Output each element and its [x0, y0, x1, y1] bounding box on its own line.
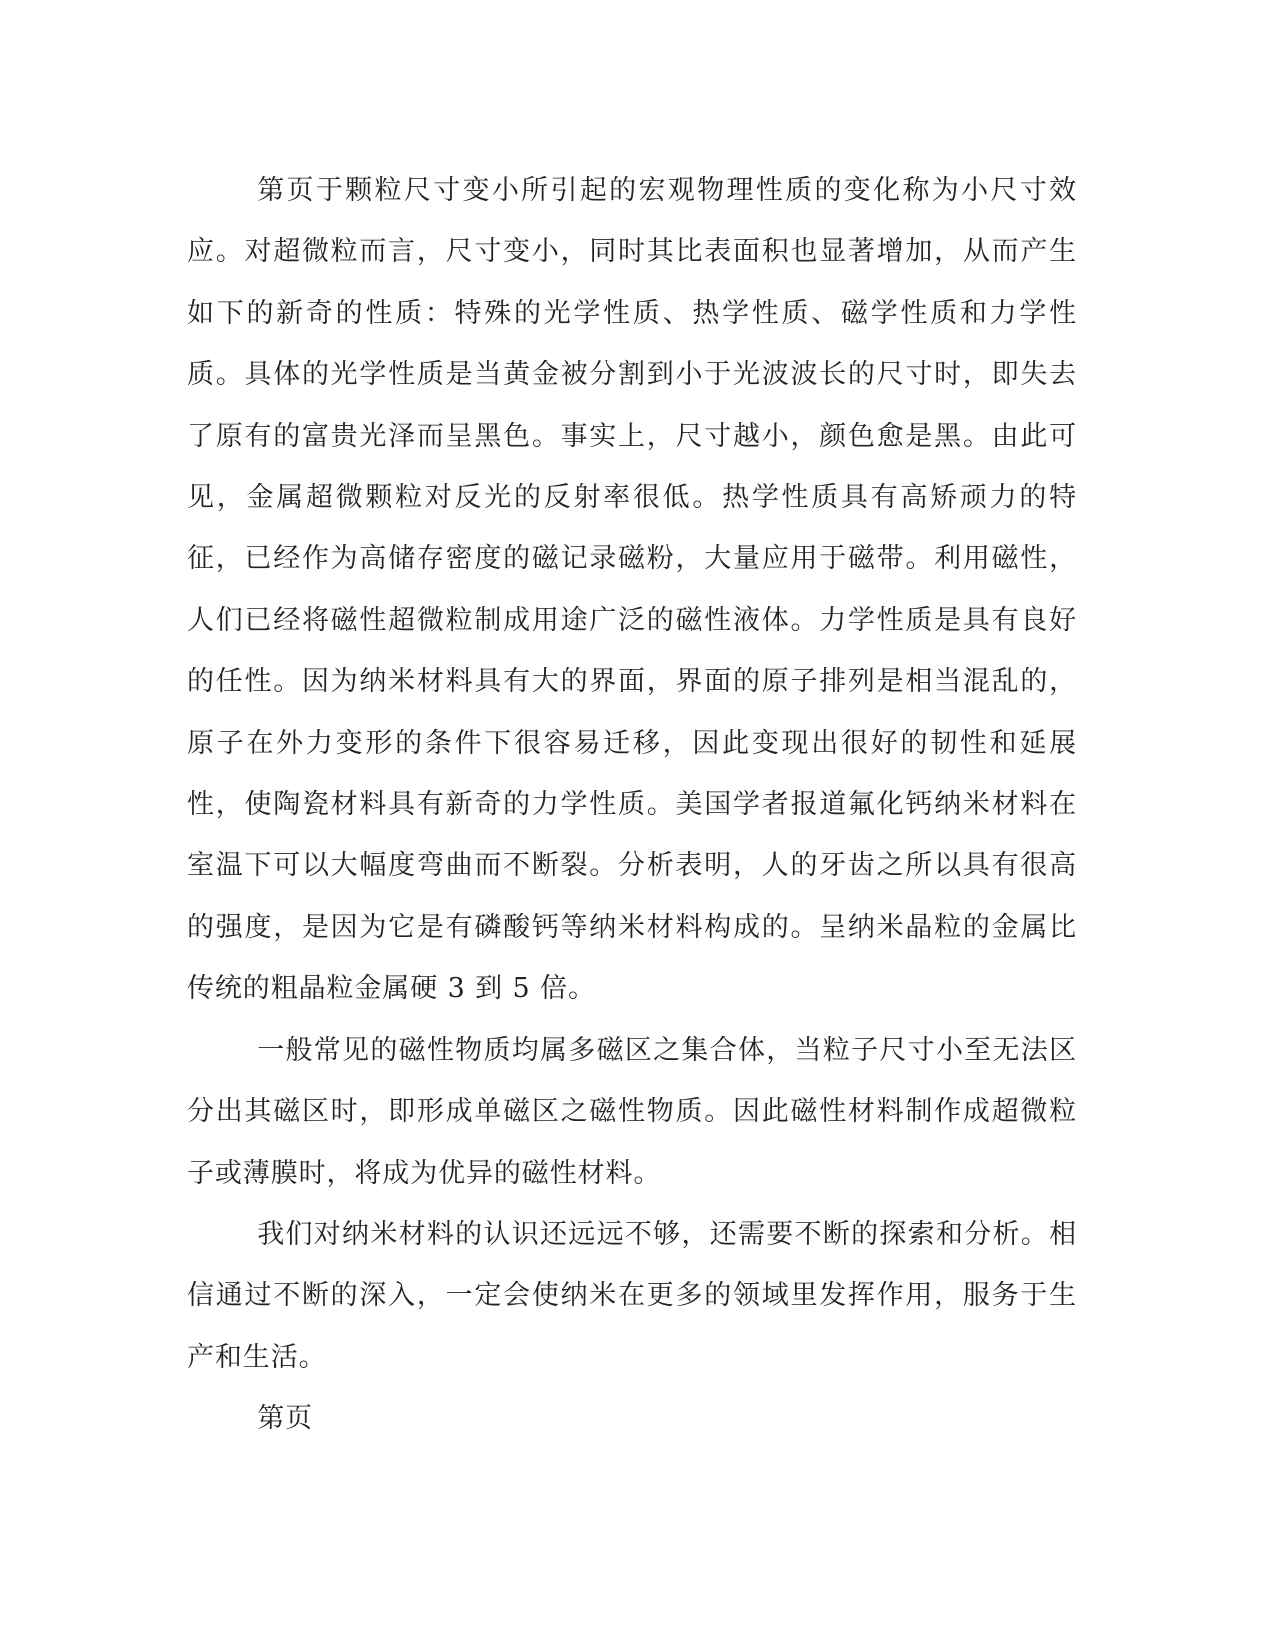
document-body [187, 160, 1077, 1450]
paragraph-magnetic-domains: 一般常见的磁性物质均属多磁区之集合体，当粒子尺寸小至无法区分出其磁区时，即形成单磁区之磁性物质。因此磁性材料制作成超微粒子或薄膜时，将成为优异的磁性材料。 [187, 1034, 1077, 1189]
paragraph-nano-properties: 第页于颗粒尺寸变小所引起的宏观物理性质的变化称为小尺寸效应。对超微粒而言，尺寸变小，同时其比表面积也显著增加，从而产生如下的新奇的性质：特殊的光学性质、热学性质、磁学性质和力学性质。具体的光学性质是当黄金被分割到小于光波波长的尺寸时，即失去了原有的富贵光泽而呈黑色。事实上，尺寸越小，颜色愈是黑。由此可见，金属超微颗粒对反光的反射率很低。热学性质具有高矫顽力的特征，已经作为高储存密度的磁记录磁粉，大量应用于磁带。利用磁性，人们已经将磁性超微粒制成用途广泛的磁性液体。力学性质是具有良好的任性。因为纳米材料具有大的界面，界面的原子排列是相当混乱的，原子在外力变形的条件下很容易迁移，因此变现出很好的韧性和延展性，使陶瓷材料具有新奇的力学性质。美国学者报道氟化钙纳米材料在室温下可以大幅度弯曲而不断裂。分析表明，人的牙齿之所以具有很高的强度，是因为它是有磷酸钙等纳米材料构成的。呈纳米晶粒的金属比传统的粗晶粒金属硬 3 到 5 倍。 [187, 175, 1077, 1005]
page-footer: 第页 [257, 1403, 313, 1435]
paragraph-conclusion: 我们对纳米材料的认识还远远不够，还需要不断的探索和分析。相信通过不断的深入，一定会使纳米在更多的领域里发挥作用，服务于生产和生活。 [187, 1218, 1077, 1373]
